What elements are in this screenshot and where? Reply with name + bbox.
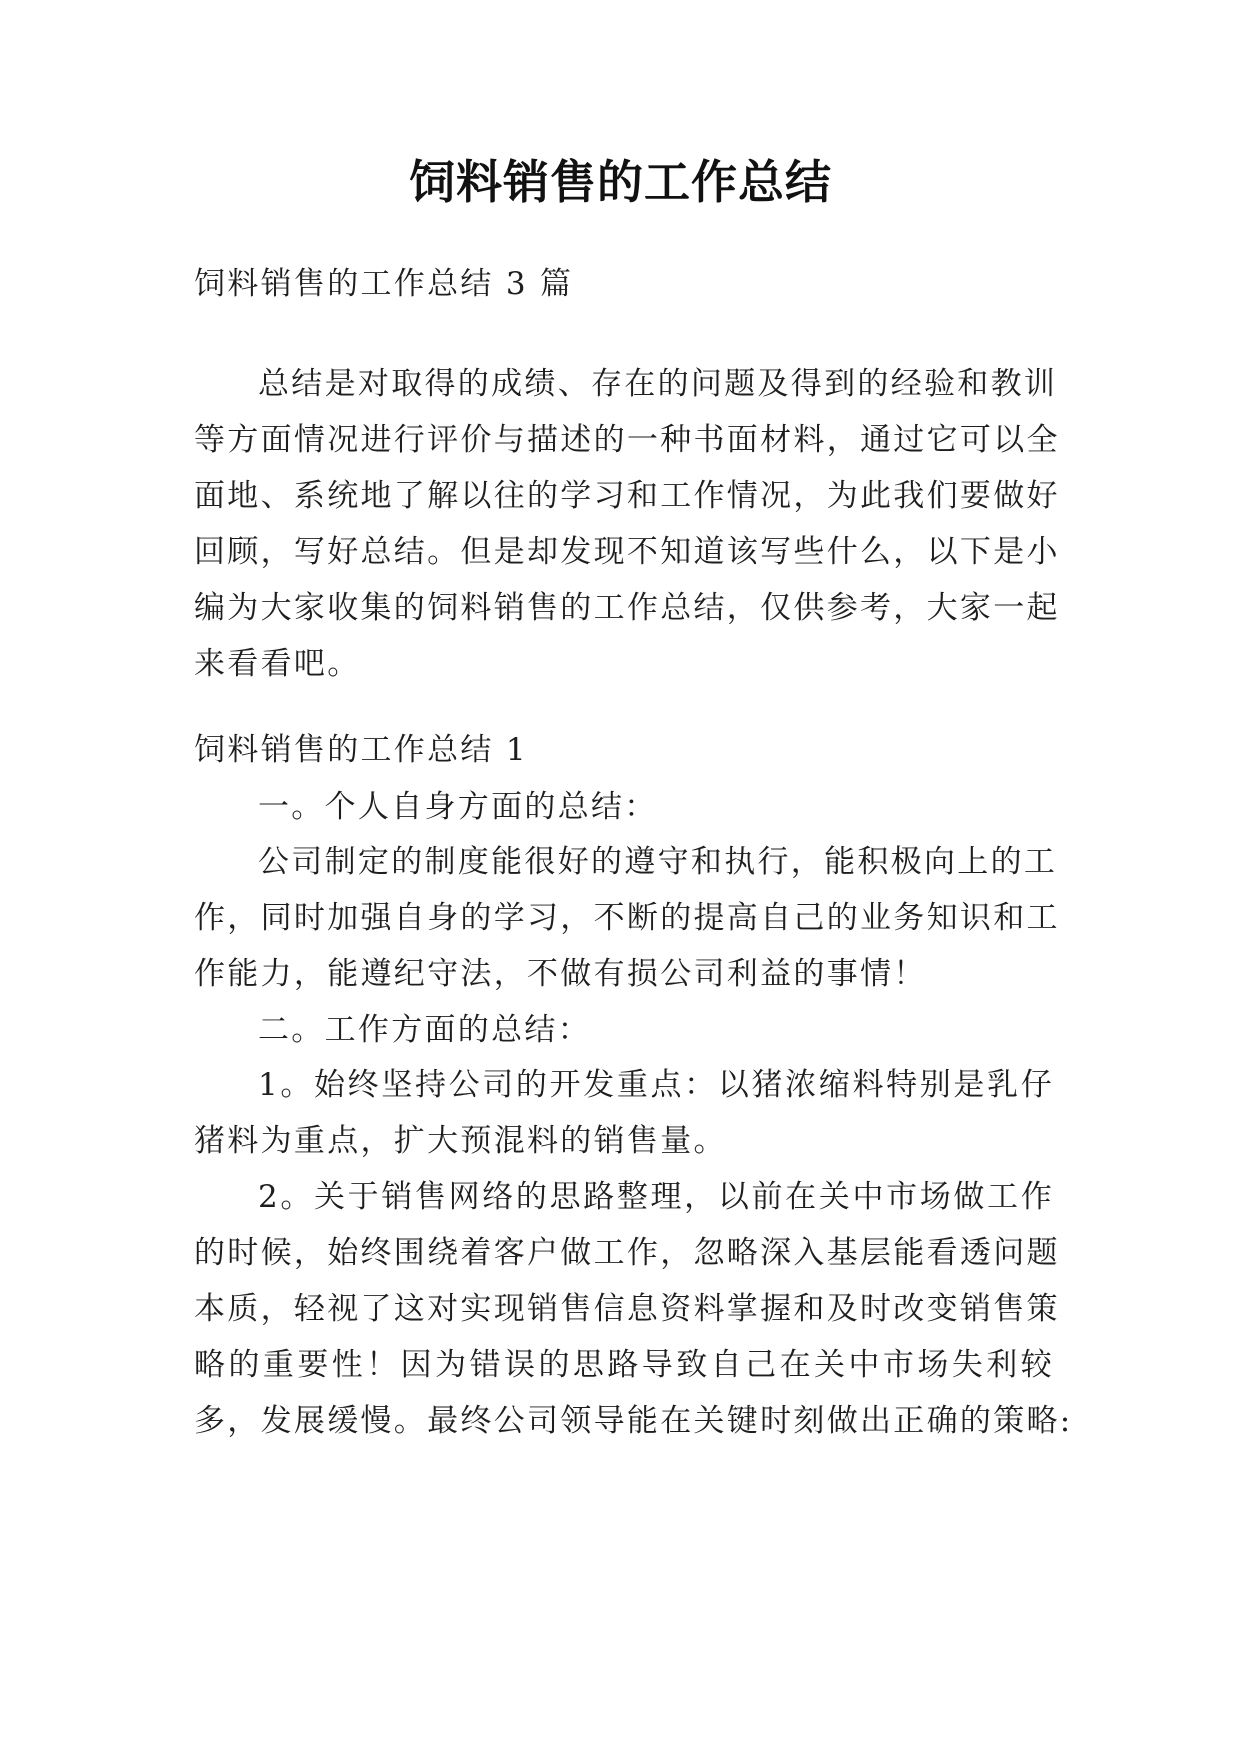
list-item-line: 1。始终坚持公司的开发重点：以猪浓缩料特别是乳仔 — [258, 1067, 1054, 1103]
intro-line: 回顾，写好总结。但是却发现不知道该写些什么，以下是小 — [194, 534, 1060, 570]
paragraph-line: 作能力，能遵纪守法，不做有损公司利益的事情！ — [194, 956, 927, 992]
paragraph-line: 作，同时加强自身的学习，不断的提高自己的业务知识和工 — [194, 900, 1060, 936]
list-item-line: 的时候，始终围绕着客户做工作，忽略深入基层能看透问题 — [194, 1235, 1060, 1271]
intro-line: 面地、系统地了解以往的学习和工作情况，为此我们要做好 — [194, 478, 1060, 514]
intro-line: 来看看吧。 — [194, 646, 361, 682]
list-item-line: 猪料为重点，扩大预混料的销售量。 — [194, 1123, 727, 1159]
document-subtitle: 饲料销售的工作总结 3 篇 — [194, 266, 574, 302]
list-item-line: 略的重要性！因为错误的思路导致自己在关中市场失利较 — [194, 1347, 1054, 1383]
list-item-line: 2。关于销售网络的思路整理，以前在关中市场做工作 — [258, 1179, 1054, 1215]
intro-line: 等方面情况进行评价与描述的一种书面材料，通过它可以全 — [194, 422, 1060, 458]
intro-line: 编为大家收集的饲料销售的工作总结，仅供参考，大家一起 — [194, 590, 1060, 626]
part-heading: 一。个人自身方面的总结： — [258, 789, 658, 825]
intro-line: 总结是对取得的成绩、存在的问题及得到的经验和教训 — [258, 366, 1058, 402]
paragraph-line: 公司制定的制度能很好的遵守和执行，能积极向上的工 — [258, 844, 1058, 880]
list-item-line: 本质，轻视了这对实现销售信息资料掌握和及时改变销售策 — [194, 1291, 1060, 1327]
document-title: 饲料销售的工作总结 — [409, 155, 832, 209]
list-item-line: 多，发展缓慢。最终公司领导能在关键时刻做出正确的策略: — [194, 1403, 1073, 1439]
part-heading: 二。工作方面的总结： — [258, 1012, 591, 1048]
section-heading: 饲料销售的工作总结 1 — [194, 732, 528, 768]
